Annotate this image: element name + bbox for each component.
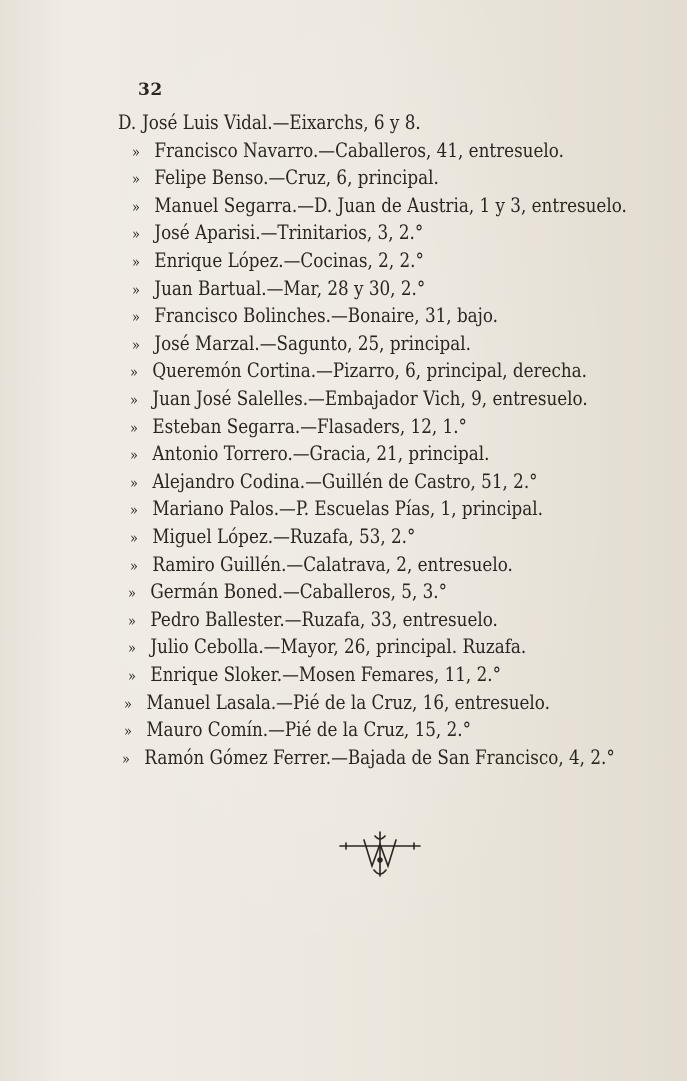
entry-text: Miguel López.—Ruzafa, 53, 2.°: [152, 525, 416, 548]
ditto-mark: »: [130, 529, 138, 547]
ditto-mark: »: [132, 198, 140, 216]
entry-text: Esteban Segarra.—Flasaders, 12, 1.°: [152, 415, 467, 438]
entry-text: Enrique López.—Cocinas, 2, 2.°: [154, 249, 424, 272]
page-number: 32: [138, 80, 163, 100]
ditto-mark: »: [124, 722, 132, 740]
entry-text: Ramón Gómez Ferrer.—Bajada de San Francisco, 4, 2.°: [144, 746, 615, 769]
entry-text: Francisco Bolinches.—Bonaire, 31, bajo.: [154, 304, 499, 327]
list-item: [132, 277, 425, 301]
ditto-mark: »: [132, 281, 140, 299]
list-item: [128, 608, 498, 632]
entry-text: Enrique Sloker.—Mosen Femares, 11, 2.°: [150, 663, 501, 686]
ditto-mark: »: [132, 253, 140, 271]
list-item: [132, 221, 423, 245]
list-item: [118, 111, 421, 135]
list-item: [130, 387, 588, 411]
ditto-mark: »: [124, 695, 132, 713]
ditto-mark: »: [132, 308, 140, 326]
list-item: [130, 553, 513, 577]
ditto-mark: »: [122, 750, 130, 768]
entry-text: Juan José Salelles.—Embajador Vich, 9, entresuelo.: [152, 387, 588, 410]
list-item: [122, 746, 615, 770]
entry-text: Felipe Benso.—Cruz, 6, principal.: [154, 166, 439, 189]
ditto-mark: »: [130, 501, 138, 519]
list-item: [130, 497, 543, 521]
list-item: [130, 415, 467, 439]
entry-text: Mauro Comín.—Pié de la Cruz, 15, 2.°: [146, 718, 471, 741]
ditto-mark: »: [128, 612, 136, 630]
list-item: [128, 580, 447, 604]
list-item: [128, 635, 526, 659]
ditto-mark: »: [130, 474, 138, 492]
ditto-mark: »: [132, 225, 140, 243]
entry-text: José Aparisi.—Trinitarios, 3, 2.°: [154, 221, 424, 244]
ditto-mark: »: [130, 419, 138, 437]
entry-text: Julio Cebolla.—Mayor, 26, principal. Ruzafa.: [150, 635, 527, 658]
ditto-mark: »: [132, 336, 140, 354]
list-item: [124, 691, 550, 715]
entry-text: Germán Boned.—Caballeros, 5, 3.°: [150, 580, 448, 603]
list-item: [124, 718, 471, 742]
entry-text: Alejandro Codina.—Guillén de Castro, 51, 2.°: [152, 470, 538, 493]
typographic-fleuron-icon: [338, 830, 422, 882]
entry-text: Mariano Palos.—P. Escuelas Pías, 1, principal.: [152, 497, 543, 520]
ditto-mark: »: [132, 143, 140, 161]
ditto-mark: »: [130, 557, 138, 575]
list-item: [130, 525, 415, 549]
entry-text: Manuel Segarra.—D. Juan de Austria, 1 y 3, entresuelo.: [154, 194, 627, 217]
entry-text: Manuel Lasala.—Pié de la Cruz, 16, entresuelo.: [146, 691, 550, 714]
ditto-mark: »: [128, 584, 136, 602]
entry-text: Queremón Cortina.—Pizarro, 6, principal, derecha.: [152, 359, 588, 382]
list-item: [132, 166, 439, 190]
entry-text: Francisco Navarro.—Caballeros, 41, entresuelo.: [154, 139, 564, 162]
list-item: [132, 304, 498, 328]
entry-text: Ramiro Guillén.—Calatrava, 2, entresuelo.: [152, 553, 513, 576]
ditto-mark: »: [128, 667, 136, 685]
list-item: [132, 139, 564, 163]
entry-text: Pedro Ballester.—Ruzafa, 33, entresuelo.: [150, 608, 498, 631]
list-item: [130, 442, 489, 466]
list-item: [132, 194, 627, 218]
entry-prefix: D.: [118, 111, 137, 134]
entry-text: Juan Bartual.—Mar, 28 y 30, 2.°: [154, 277, 426, 300]
list-item: [132, 249, 424, 273]
entry-text: José Luis Vidal.—Eixarchs, 6 y 8.: [142, 111, 421, 134]
ditto-mark: »: [130, 446, 138, 464]
list-item: [130, 359, 587, 383]
list-item: [130, 470, 538, 494]
list-item: [128, 663, 501, 687]
ditto-mark: »: [130, 391, 138, 409]
ditto-mark: »: [132, 170, 140, 188]
list-item: [132, 332, 471, 356]
ditto-mark: »: [130, 363, 138, 381]
entry-text: Antonio Torrero.—Gracia, 21, principal.: [152, 442, 490, 465]
entry-text: José Marzal.—Sagunto, 25, principal.: [154, 332, 471, 355]
ditto-mark: »: [128, 639, 136, 657]
